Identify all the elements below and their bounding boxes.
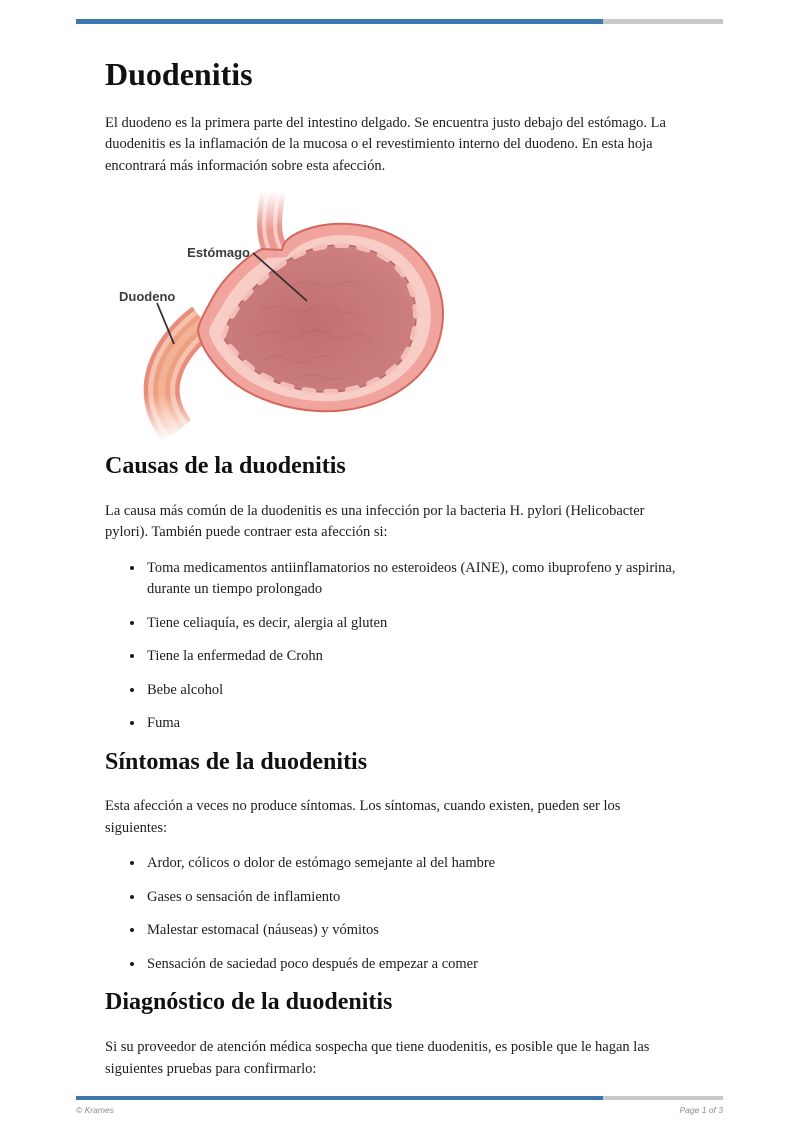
list-item: • Bebe alcohol xyxy=(145,680,677,702)
causas-bullet-list xyxy=(105,558,677,735)
section-heading-diagnostico: Diagnóstico de la duodenitis xyxy=(105,989,393,1016)
list-item: • Tiene la enfermedad de Crohn xyxy=(145,646,677,668)
intro-paragraph: El duodeno es la primera parte del intestino delgado. Se encuentra justo debajo del estómago. La duodenitis es la inflamación de la mucosa o el revestimiento interno del duodeno. En esta hoja encontrará más información sobre esta afección. xyxy=(105,114,666,174)
footer-rule-gray-segment xyxy=(603,1096,723,1100)
list-item: • Fuma xyxy=(145,713,677,735)
section-paragraph-causas: La causa más común de la duodenitis es una infección por la bacteria H. pylori (Helicobacter pylori). También puede contraer esta afección si: xyxy=(105,502,645,541)
section-heading-sintomas: Síntomas de la duodenitis xyxy=(105,748,368,775)
list-item: • Ardor, cólicos o dolor de estómago semejante al del hambre xyxy=(145,853,677,875)
list-item: • Tiene celiaquía, es decir, alergia al gluten xyxy=(145,613,677,635)
footer-copyright: © Krames xyxy=(76,1105,114,1115)
stomach-illustration xyxy=(111,191,451,439)
stomach-label: Estómago xyxy=(187,245,250,261)
duodenum-label: Duodeno xyxy=(119,289,176,305)
page-title: Duodenitis xyxy=(105,56,253,92)
list-item: • Malestar estomacal (náuseas) y vómitos xyxy=(145,920,677,942)
list-item: • Gases o sensación de inflamiento xyxy=(145,887,677,909)
footer-rule xyxy=(76,1096,723,1100)
header-rule xyxy=(76,19,723,24)
page-footer xyxy=(76,1096,723,1115)
section-paragraph-diagnostico: Si su proveedor de atención médica sospecha que tiene duodenitis, es posible que le hagan las siguientes pruebas para confirmarlo: xyxy=(105,1039,650,1077)
header-rule-gray-segment xyxy=(603,19,723,24)
footer-page-number: Page 1 of 3 xyxy=(679,1105,723,1115)
list-item: • Toma medicamentos antiinflamatorios no esteroideos (AINE), como ibuprofeno y aspirina, durante un tiempo prolongado xyxy=(145,558,677,601)
footer-rule-blue-segment xyxy=(76,1096,603,1100)
sintomas-bullet-list xyxy=(105,853,677,975)
stomach-illustration-svg xyxy=(111,191,451,439)
header-rule-blue-segment xyxy=(76,19,603,24)
section-heading-causas: Causas de la duodenitis xyxy=(105,453,346,480)
list-item: • Sensación de saciedad poco después de empezar a comer xyxy=(145,954,677,976)
section-paragraph-sintomas: Esta afección a veces no produce síntomas. Los síntomas, cuando existen, pueden ser los siguientes: xyxy=(105,798,621,836)
